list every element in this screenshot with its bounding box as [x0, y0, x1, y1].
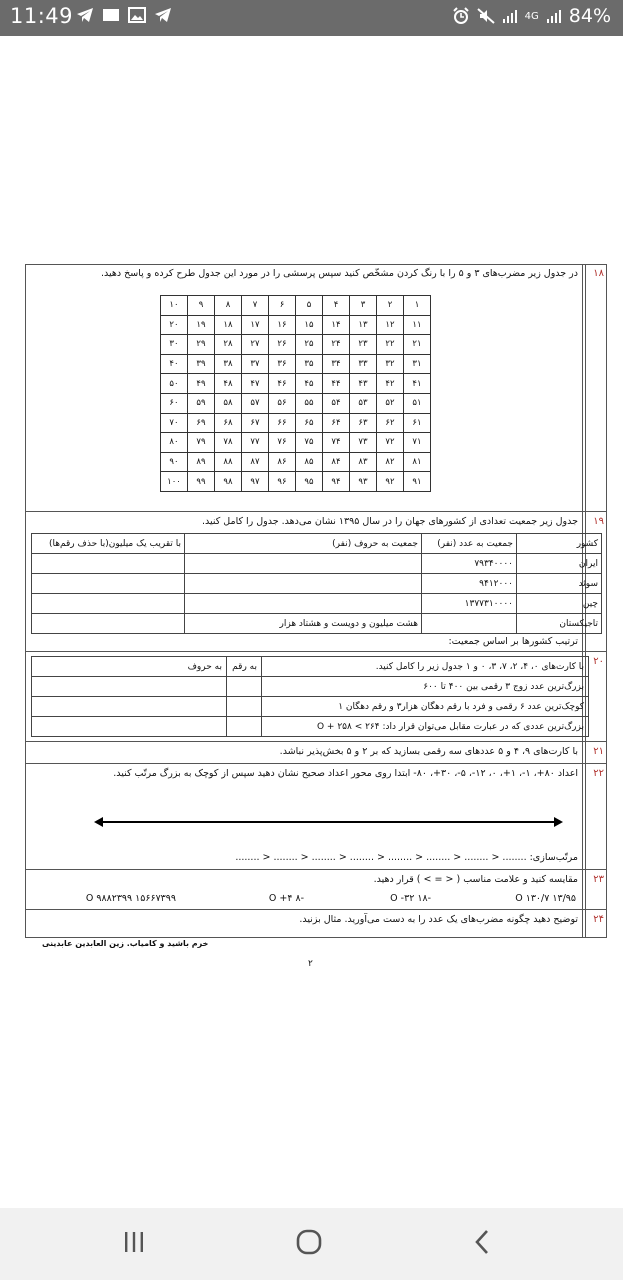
telegram-icon	[76, 7, 94, 23]
grid-cell[interactable]: ۹۷	[242, 472, 269, 492]
number-cell[interactable]: ۹۴۱۲۰۰۰	[422, 574, 517, 594]
row-label: بزرگ‌ترین عددی که در عبارت مقابل می‌توان قرار داد: ۲۶۴ > O + ۲۵۸	[262, 717, 589, 737]
grid-cell[interactable]: ۳۹	[188, 354, 215, 374]
sort-prompt: ترتیب کشورها بر اساس جمعیت:	[448, 636, 578, 647]
grid-cell[interactable]: ۳۵	[296, 354, 323, 374]
grid-cell[interactable]: ۲۹	[188, 335, 215, 355]
grid-cell[interactable]: ۹	[188, 296, 215, 316]
table-header-row	[32, 657, 589, 677]
words-cell[interactable]	[32, 677, 227, 697]
table-header-row	[32, 534, 602, 554]
network-label: 4G	[524, 10, 539, 22]
grid-cell[interactable]: ۵۶	[269, 393, 296, 413]
grid-cell[interactable]: ۱۳	[350, 315, 377, 335]
grid-cell[interactable]: ۶۵	[296, 413, 323, 433]
grid-cell[interactable]: ۸۹	[188, 452, 215, 472]
words-cell[interactable]	[185, 594, 422, 614]
telegram-icon	[154, 7, 172, 23]
grid-cell[interactable]: ۱۰۰	[161, 472, 188, 492]
grid-cell[interactable]: ۲۲	[377, 335, 404, 355]
compare-item[interactable]: -۸ O +۴	[268, 893, 304, 904]
grid-cell[interactable]: ۴۶	[269, 374, 296, 394]
system-icons	[452, 5, 611, 27]
question-text: جدول زیر جمعیت تعدادی از کشورهای جهان را در سال ۱۳۹۵ نشان می‌دهد. جدول را کامل کنید.	[202, 516, 578, 527]
header-number: جمعیت به عدد (نفر)	[422, 534, 517, 554]
question-text: اعداد ۸۰+، ۱-، ۱+، ۰، ۱۲-، ۵-، ۳۰+، ۸۰- ابتدا روی محور اعداد صحیح نشان دهید سپس از کوچک به بزرگ مرتّب کنید.	[113, 768, 578, 779]
status-bar	[0, 0, 623, 36]
table-row	[32, 554, 602, 574]
grid-cell[interactable]: ۸۵	[296, 452, 323, 472]
grid-cell[interactable]: ۹۴	[323, 472, 350, 492]
words-cell[interactable]	[32, 717, 227, 737]
home-button[interactable]	[289, 1228, 329, 1260]
grid-cell[interactable]: ۷۲	[377, 433, 404, 453]
question-number: ۱۸	[593, 268, 604, 279]
grid-cell[interactable]: ۶۴	[323, 413, 350, 433]
question-number: ۲۴	[593, 914, 604, 925]
grid-cell[interactable]: ۶	[269, 296, 296, 316]
grid-cell[interactable]: ۶۱	[404, 413, 431, 433]
grid-cell[interactable]: ۴۰	[161, 354, 188, 374]
question-number: ۲۳	[593, 874, 604, 885]
question-24	[26, 909, 606, 938]
grid-cell[interactable]: ۴۱	[404, 374, 431, 394]
words-cell[interactable]	[185, 574, 422, 594]
grid-cell[interactable]: ۸۶	[269, 452, 296, 472]
table-row	[32, 677, 589, 697]
words-cell[interactable]	[32, 697, 227, 717]
grid-cell[interactable]: ۱۰	[161, 296, 188, 316]
header-country: کشور	[517, 534, 602, 554]
grid-cell[interactable]: ۲۶	[269, 335, 296, 355]
question-number: ۱۹	[593, 516, 604, 527]
grid-cell[interactable]: ۴	[323, 296, 350, 316]
grid-cell[interactable]: ۸۷	[242, 452, 269, 472]
question-22	[26, 763, 606, 870]
grid-cell[interactable]: ۷۷	[242, 433, 269, 453]
grid-cell[interactable]: ۷۳	[350, 433, 377, 453]
grid-cell[interactable]: ۹۲	[377, 472, 404, 492]
grid-cell[interactable]: ۶۳	[350, 413, 377, 433]
question-20	[26, 651, 606, 742]
header-words: به حروف	[32, 657, 227, 677]
number-cell[interactable]: ۷۹۳۴۰۰۰۰	[422, 554, 517, 574]
grid-cell[interactable]: ۹۸	[215, 472, 242, 492]
grid-cell[interactable]: ۶۶	[269, 413, 296, 433]
digits-cell[interactable]	[227, 697, 262, 717]
grid-cell[interactable]: ۲۷	[242, 335, 269, 355]
table-row	[32, 697, 589, 717]
grid-cell[interactable]: ۸۳	[350, 452, 377, 472]
grid-cell[interactable]: ۴۹	[188, 374, 215, 394]
grid-cell[interactable]: ۳۶	[269, 354, 296, 374]
row-label: بزرگ‌ترین عدد زوج ۳ رقمی بین ۴۰۰ تا ۶۰۰	[262, 677, 589, 697]
signal-icon	[502, 8, 518, 24]
grid-cell[interactable]: ۳۲	[377, 354, 404, 374]
compare-item[interactable]: ۱۳/۹۵ O ۱۳۰/۷	[515, 893, 576, 904]
mute-icon	[477, 7, 495, 25]
row-label: کوچک‌ترین عدد ۶ رقمی و فرد با رقم دهگان هزار۳ و رقم دهگان ۱	[262, 697, 589, 717]
question-number: ۲۱	[593, 746, 604, 757]
square-icon	[102, 7, 120, 23]
rounded-cell[interactable]	[32, 554, 185, 574]
grid-cell[interactable]: ۵۰	[161, 374, 188, 394]
sort-line[interactable]: مرتّب‌سازی: ........ < ........ < ........ < ........ < ........ < ........ < ........ < ........	[235, 852, 578, 863]
question-frame	[25, 264, 607, 938]
recents-icon	[120, 1228, 148, 1256]
words-cell[interactable]: هشت میلیون و دویست و هشتاد هزار	[185, 614, 422, 634]
grid-cell[interactable]: ۵۴	[323, 393, 350, 413]
grid-cell[interactable]: ۵۳	[350, 393, 377, 413]
digits-cell[interactable]	[227, 677, 262, 697]
grid-cell[interactable]: ۹۳	[350, 472, 377, 492]
grid-cell[interactable]: ۱	[404, 296, 431, 316]
grid-cell[interactable]: ۶۹	[188, 413, 215, 433]
home-icon	[295, 1228, 323, 1256]
header-digits: به رقم	[227, 657, 262, 677]
digits-cell[interactable]	[227, 717, 262, 737]
grid-cell[interactable]: ۸۲	[377, 452, 404, 472]
grid-cell[interactable]: ۷۴	[323, 433, 350, 453]
rounded-cell[interactable]	[32, 614, 185, 634]
country-cell: چین	[517, 594, 602, 614]
footer-signature: خرم باشید و کامیاب. زین العابدین عابدینی	[42, 939, 209, 948]
grid-cell[interactable]: ۲۵	[296, 335, 323, 355]
grid-cell[interactable]: ۷۵	[296, 433, 323, 453]
table-row	[32, 717, 589, 737]
question-text: مقایسه کنید و علامت مناسب ( < = > ) قرار دهید.	[373, 874, 578, 885]
grid-cell[interactable]: ۲۴	[323, 335, 350, 355]
grid-cell[interactable]: ۳	[350, 296, 377, 316]
grid-cell[interactable]: ۷	[242, 296, 269, 316]
grid-cell[interactable]: ۲۸	[215, 335, 242, 355]
grid-cell[interactable]: ۷۶	[269, 433, 296, 453]
grid-cell[interactable]: ۹۵	[296, 472, 323, 492]
header-words: جمعیت به حروف (نفر)	[185, 534, 422, 554]
recents-button[interactable]	[114, 1228, 154, 1260]
question-number: ۲۲	[593, 768, 604, 779]
grid-cell[interactable]: ۵	[296, 296, 323, 316]
notification-icons	[76, 7, 172, 23]
grid-cell[interactable]: ۳۰	[161, 335, 188, 355]
table-row	[32, 574, 602, 594]
table-row	[32, 614, 602, 634]
number-cell[interactable]	[422, 614, 517, 634]
clock: 11:49	[10, 4, 74, 28]
grid-cell[interactable]: ۴۲	[377, 374, 404, 394]
grid-cell[interactable]: ۵۵	[296, 393, 323, 413]
grid-cell[interactable]: ۴۳	[350, 374, 377, 394]
signal-icon	[546, 8, 562, 24]
back-button[interactable]	[463, 1228, 503, 1260]
question-text: توضیح دهید چگونه مضرب‌های یک عدد را به دست می‌آورید. مثال بزنید.	[299, 914, 578, 925]
grid-cell[interactable]: ۴۵	[296, 374, 323, 394]
table-row	[32, 594, 602, 614]
grid-cell[interactable]: ۲۱	[404, 335, 431, 355]
grid-cell[interactable]: ۴۸	[215, 374, 242, 394]
grid-cell[interactable]: ۱۴	[323, 315, 350, 335]
grid-cell[interactable]: ۹۶	[269, 472, 296, 492]
grid-cell[interactable]: ۳۳	[350, 354, 377, 374]
grid-cell[interactable]: ۷۰	[161, 413, 188, 433]
grid-cell[interactable]: ۷۱	[404, 433, 431, 453]
grid-cell[interactable]: ۹۱	[404, 472, 431, 492]
grid-cell[interactable]: ۹۹	[188, 472, 215, 492]
grid-cell[interactable]: ۲۳	[350, 335, 377, 355]
battery-percent: 84%	[568, 5, 611, 27]
multiples-grid	[160, 295, 431, 492]
arrow-right-icon	[554, 817, 563, 827]
grid-cell[interactable]: ۴۷	[242, 374, 269, 394]
grid-cell[interactable]: ۳۴	[323, 354, 350, 374]
grid-cell[interactable]: ۸۱	[404, 452, 431, 472]
question-21	[26, 741, 606, 764]
question-19	[26, 511, 606, 652]
number-cell[interactable]: ۱۳۷۷۳۱۰۰۰۰	[422, 594, 517, 614]
grid-cell[interactable]: ۸۸	[215, 452, 242, 472]
question-text: در جدول زیر مضرب‌های ۳ و ۵ را با رنگ کردن مشخّص کنید سپس پرسشی را در مورد این جدول طرح کرده و پاسخ دهید.	[101, 268, 578, 279]
document-page	[0, 36, 623, 1208]
words-cell[interactable]	[185, 554, 422, 574]
alarm-icon	[452, 7, 470, 25]
cards-table	[31, 656, 589, 737]
page-number: ۲	[308, 959, 313, 969]
arrow-left-icon	[94, 817, 103, 827]
population-table	[31, 533, 602, 634]
grid-cell[interactable]: ۲۰	[161, 315, 188, 335]
rounded-cell[interactable]	[32, 574, 185, 594]
grid-cell[interactable]: ۷۸	[215, 433, 242, 453]
back-icon	[469, 1228, 497, 1256]
grid-cell[interactable]: ۵۱	[404, 393, 431, 413]
header-rounded: با تقریب یک میلیون(با حذف رقم‌ها)	[32, 534, 185, 554]
grid-cell[interactable]: ۱۲	[377, 315, 404, 335]
grid-cell[interactable]: ۵۷	[242, 393, 269, 413]
grid-cell[interactable]: ۱۹	[188, 315, 215, 335]
rounded-cell[interactable]	[32, 594, 185, 614]
grid-cell[interactable]: ۱۱	[404, 315, 431, 335]
compare-item[interactable]: ۱۵۶۶۷۳۹۹ O ۹۸۸۲۳۹۹	[85, 893, 176, 904]
number-line	[98, 821, 558, 823]
country-cell: تاجیکستان	[517, 614, 602, 634]
compare-item[interactable]: -۱۸ O -۳۲	[390, 893, 431, 904]
grid-cell[interactable]: ۹۰	[161, 452, 188, 472]
question-23	[26, 869, 606, 910]
grid-cell[interactable]: ۴۴	[323, 374, 350, 394]
grid-cell[interactable]: ۳۱	[404, 354, 431, 374]
question-18	[26, 265, 606, 511]
grid-cell[interactable]: ۶۲	[377, 413, 404, 433]
grid-cell[interactable]: ۵۸	[215, 393, 242, 413]
grid-cell[interactable]: ۲	[377, 296, 404, 316]
grid-cell[interactable]: ۷۹	[188, 433, 215, 453]
grid-cell[interactable]: ۳۸	[215, 354, 242, 374]
grid-cell[interactable]: ۵۹	[188, 393, 215, 413]
navigation-bar	[0, 1208, 623, 1280]
grid-cell[interactable]: ۸	[215, 296, 242, 316]
grid-cell[interactable]: ۵۲	[377, 393, 404, 413]
grid-cell[interactable]: ۳۷	[242, 354, 269, 374]
grid-cell[interactable]: ۸۴	[323, 452, 350, 472]
image-icon	[128, 7, 146, 23]
question-text: با کارت‌های ۹، ۴ و ۵ عددهای سه رقمی بسازید که بر ۲ و ۵ بخش‌پذیر نباشد.	[279, 746, 578, 757]
grid-cell[interactable]: ۶۸	[215, 413, 242, 433]
question-text: با کارت‌های ۰، ۴، ۲، ۷، ۳، ۰ و ۱ جدول زیر را کامل کنید.	[262, 657, 589, 677]
grid-cell[interactable]: ۶۷	[242, 413, 269, 433]
grid-cell[interactable]: ۱۶	[269, 315, 296, 335]
grid-cell[interactable]: ۱۵	[296, 315, 323, 335]
question-number: ۲۰	[593, 656, 604, 667]
grid-cell[interactable]: ۶۰	[161, 393, 188, 413]
grid-cell[interactable]: ۱۸	[215, 315, 242, 335]
country-cell: سوئد	[517, 574, 602, 594]
grid-cell[interactable]: ۱۷	[242, 315, 269, 335]
grid-cell[interactable]: ۸۰	[161, 433, 188, 453]
country-cell: ایران	[517, 554, 602, 574]
